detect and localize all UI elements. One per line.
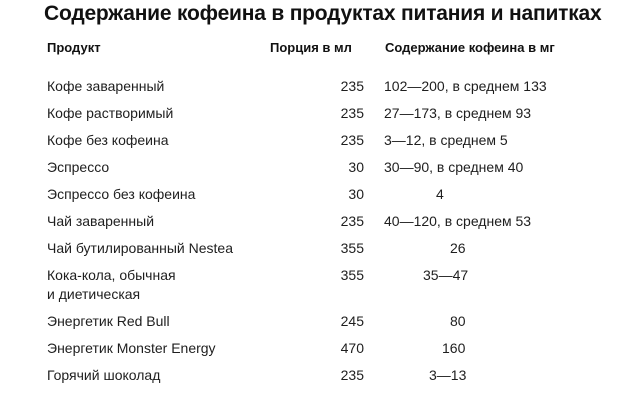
cell-portion: 235 — [340, 132, 364, 148]
table-row — [0, 240, 620, 267]
cell-product: Чай бутилированный Nestea — [47, 240, 233, 256]
table-row — [0, 267, 620, 307]
table-row — [0, 132, 620, 159]
cell-product: Кофе без кофеина — [47, 132, 169, 148]
cell-caffeine: 35—47 — [423, 267, 469, 283]
cell-product: Энергетик Monster Energy — [47, 340, 216, 356]
cell-product: Эспрессо — [47, 159, 110, 175]
cell-caffeine: 160 — [442, 340, 466, 356]
cell-portion: 245 — [340, 313, 364, 329]
cell-product: Чай заваренный — [47, 213, 155, 229]
table-row — [0, 105, 620, 132]
cell-caffeine: 4 — [436, 186, 444, 202]
page-title: Содержание кофеина в продуктах питания и напитках — [44, 2, 602, 25]
table-row — [0, 186, 620, 213]
header-caffeine: Содержание кофеина в мг — [385, 40, 555, 55]
cell-product-line2: и диетическая — [47, 286, 141, 302]
table-row — [0, 159, 620, 186]
table-row — [0, 313, 620, 340]
cell-caffeine: 40—120, в среднем 53 — [384, 213, 532, 229]
cell-portion: 470 — [340, 340, 364, 356]
cell-portion: 235 — [340, 367, 364, 383]
cell-portion: 355 — [340, 240, 364, 256]
cell-portion: 235 — [340, 105, 364, 121]
header-portion: Порция в мл — [270, 40, 352, 55]
cell-caffeine: 30—90, в среднем 40 — [384, 159, 524, 175]
cell-portion: 30 — [348, 186, 364, 202]
cell-product: Эспрессо без кофеина — [47, 186, 196, 202]
cell-product-line1: Кока-кола, обычная — [47, 267, 176, 283]
table-row — [0, 78, 620, 105]
header-product: Продукт — [47, 40, 101, 55]
cell-caffeine: 27—173, в среднем 93 — [384, 105, 532, 121]
cell-caffeine: 3—12, в среднем 5 — [384, 132, 508, 148]
cell-product: Энергетик Red Bull — [47, 313, 170, 329]
cell-caffeine: 26 — [450, 240, 466, 256]
table-row — [0, 340, 620, 367]
cell-portion: 355 — [340, 267, 364, 283]
cell-product: Кофе заваренный — [47, 78, 165, 94]
cell-caffeine: 3—13 — [429, 367, 467, 383]
cell-product: Кофе растворимый — [47, 105, 174, 121]
table-row — [0, 367, 620, 394]
cell-portion: 235 — [340, 78, 364, 94]
table-row — [0, 213, 620, 240]
cell-portion: 235 — [340, 213, 364, 229]
cell-product: Горячий шоколад — [47, 367, 161, 383]
cell-caffeine: 80 — [450, 313, 466, 329]
cell-portion: 30 — [348, 159, 364, 175]
cell-caffeine: 102—200, в среднем 133 — [384, 78, 547, 94]
